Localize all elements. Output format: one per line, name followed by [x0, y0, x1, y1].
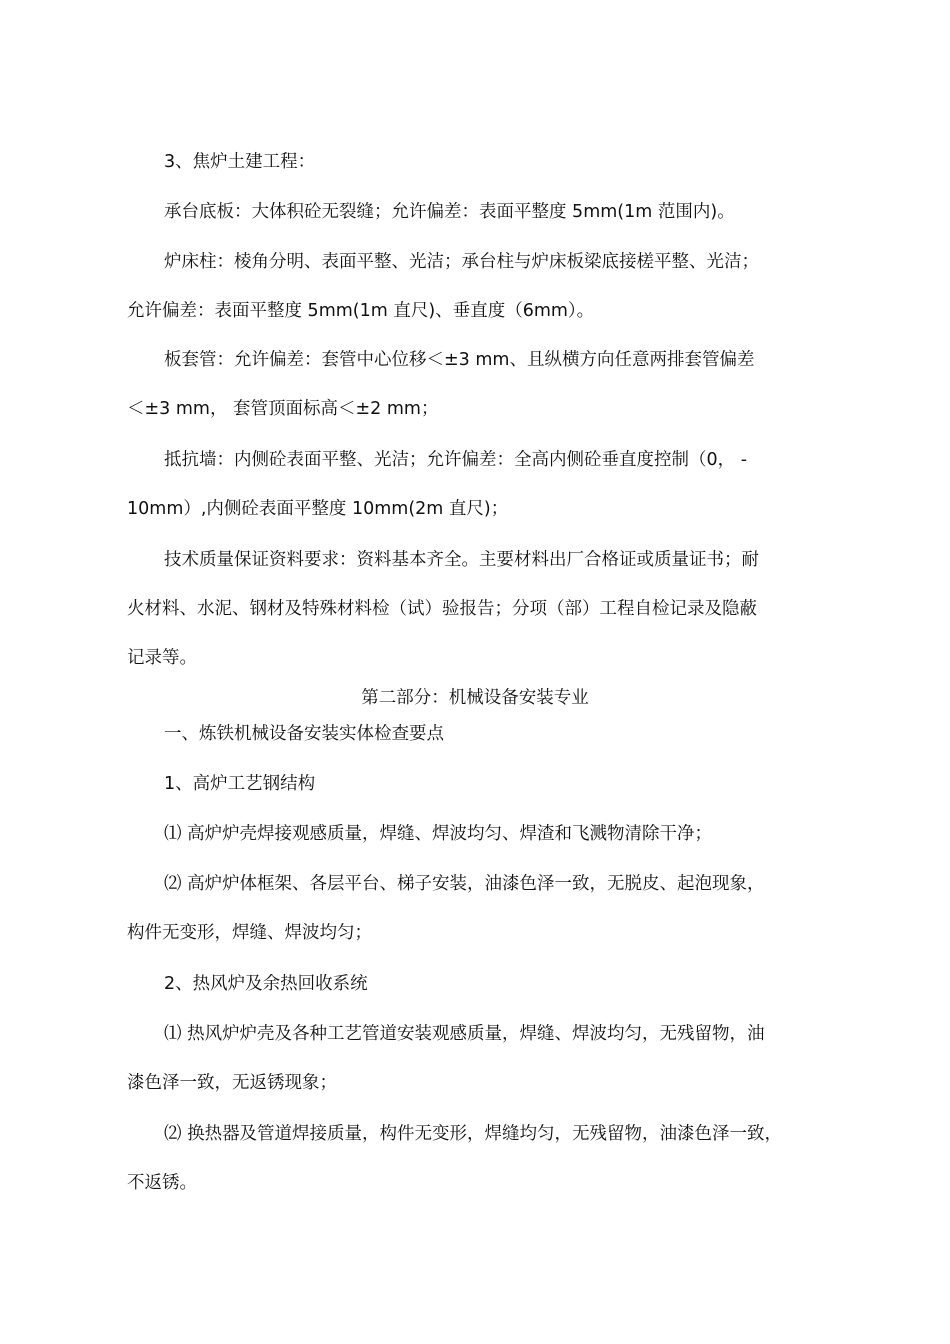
paragraph-line: 技术质量保证资料要求：资料基本齐全。主要材料出厂合格证或质量证书；耐: [164, 550, 759, 570]
paragraph-line: 火材料、水泥、钢材及特殊材料检（试）验报告；分项（部）工程自检记录及隐蔽: [127, 599, 757, 619]
paragraph-documentation: [127, 536, 827, 683]
paragraph-hot-stove: [127, 1010, 827, 1108]
part-title: 第二部分：机械设备安装专业: [361, 688, 589, 708]
paragraph-line: 板套管：允许偏差：套管中心位移＜±3 mm、且纵横方向任意两排套管偏差: [164, 350, 755, 370]
paragraph-line: 记录等。: [127, 648, 197, 668]
paragraph-sleeve: [127, 336, 827, 434]
paragraph-line: ⑵ 换热器及管道焊接质量，构件无变形，焊缝均匀，无残留物，油漆色泽一致，: [164, 1124, 783, 1144]
paragraph-columns: [127, 238, 827, 336]
paragraph-line: 抵抗墙：内侧砼表面平整、光洁；允许偏差：全高内侧砼垂直度控制（0， -: [164, 450, 748, 470]
item-heading: 1、高炉工艺钢结构: [164, 774, 316, 794]
paragraph-line: 构件无变形，焊缝、焊波均匀；: [127, 923, 372, 943]
paragraph-line: 漆色泽一致，无返锈现象；: [127, 1073, 337, 1093]
paragraph-line: ⑴ 热风炉炉壳及各种工艺管道安装观感质量，焊缝、焊波均匀，无残留物，油: [164, 1024, 765, 1044]
subsection-heading: 一、炼铁机械设备安装实体检查要点: [164, 724, 444, 744]
paragraph-wall: [127, 436, 827, 534]
paragraph-heat-exchanger: [127, 1110, 827, 1208]
paragraph-line: ⑵ 高炉炉体框架、各层平台、梯子安装，油漆色泽一致，无脱皮、起泡现象，: [164, 874, 765, 894]
paragraph-shell-weld: ⑴ 高炉炉壳焊接观感质量，焊缝、焊波均匀、焊渣和飞溅物清除干净；: [164, 824, 713, 844]
paragraph-line: 10mm）,内侧砼表面平整度 10mm(2m 直尺)；: [127, 499, 509, 519]
paragraph-slab: 承台底板：大体积砼无裂缝；允许偏差：表面平整度 5mm(1m 范围内)。: [164, 202, 735, 222]
section-heading: 3、焦炉土建工程：: [164, 152, 316, 172]
paragraph-line: ＜±3 mm， 套管顶面标高＜±2 mm；: [127, 399, 439, 419]
paragraph-line: 不返锈。: [127, 1173, 197, 1193]
paragraph-line: 炉床柱：棱角分明、表面平整、光洁；承台柱与炉床板梁底接槎平整、光洁；: [164, 252, 759, 272]
paragraph-frame: [127, 860, 827, 958]
paragraph-line: 允许偏差：表面平整度 5mm(1m 直尺)、垂直度（6mm）。: [127, 301, 595, 321]
item-heading: 2、热风炉及余热回收系统: [164, 974, 368, 994]
